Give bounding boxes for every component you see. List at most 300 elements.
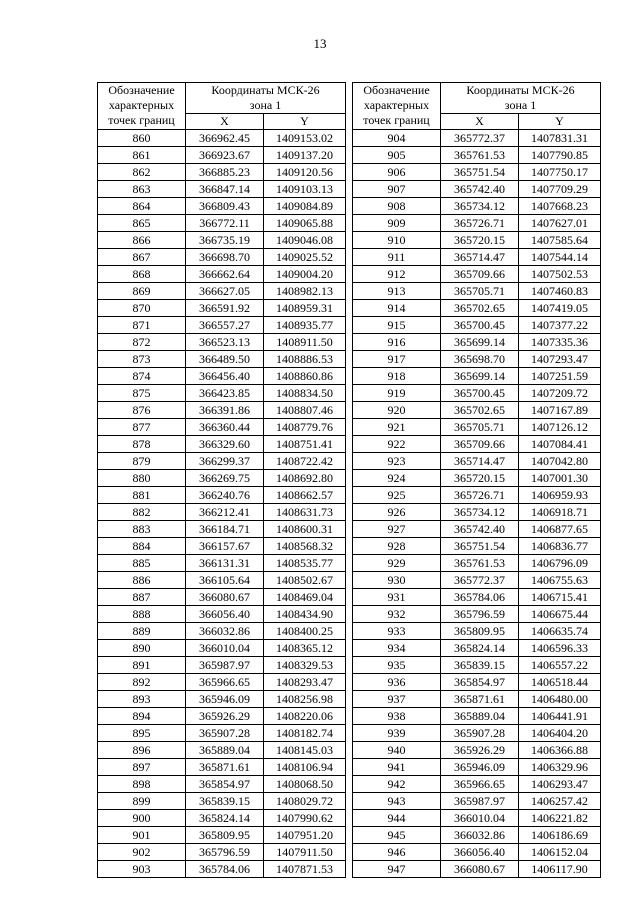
y-coordinate-cell: 1407831.31 [519,130,601,147]
point-number-cell: 867 [98,249,186,266]
point-label-header: Обозначение характерных точек границ [98,83,186,130]
y-coordinate-cell: 1408220.06 [264,708,346,725]
x-coordinate-cell: 365854.97 [441,674,519,691]
x-coordinate-cell: 366032.86 [186,623,264,640]
table-row [98,181,346,198]
y-coordinate-cell: 1408600.31 [264,521,346,538]
x-column-header: X [441,114,519,130]
x-coordinate-cell: 365907.28 [441,725,519,742]
y-coordinate-cell: 1408469.04 [264,589,346,606]
x-coordinate-cell: 366269.75 [186,470,264,487]
y-coordinate-cell: 1408502.67 [264,572,346,589]
point-number-cell: 945 [353,827,441,844]
table-row [98,385,346,402]
table-row [353,487,601,504]
y-coordinate-cell: 1408886.53 [264,351,346,368]
x-coordinate-cell: 366456.40 [186,368,264,385]
x-coordinate-cell: 365726.71 [441,487,519,504]
y-coordinate-cell: 1406959.93 [519,487,601,504]
point-number-cell: 938 [353,708,441,725]
x-coordinate-cell: 366010.04 [441,810,519,827]
point-number-cell: 884 [98,538,186,555]
x-coordinate-cell: 366591.92 [186,300,264,317]
y-coordinate-cell: 1407871.53 [264,861,346,878]
x-coordinate-cell: 365946.09 [186,691,264,708]
y-coordinate-cell: 1407750.17 [519,164,601,181]
x-coordinate-cell: 365809.95 [441,623,519,640]
table-row [98,283,346,300]
x-coordinate-cell: 365700.45 [441,385,519,402]
y-coordinate-cell: 1408751.41 [264,436,346,453]
x-coordinate-cell: 365734.12 [441,504,519,521]
point-number-cell: 885 [98,555,186,572]
y-coordinate-cell: 1406518.44 [519,674,601,691]
x-coordinate-cell: 365709.66 [441,266,519,283]
y-coordinate-cell: 1408256.98 [264,691,346,708]
y-coordinate-cell: 1408722.42 [264,453,346,470]
y-coordinate-cell: 1408779.76 [264,419,346,436]
y-coordinate-cell: 1408860.86 [264,368,346,385]
point-number-cell: 870 [98,300,186,317]
y-coordinate-cell: 1407251.59 [519,368,601,385]
y-coordinate-cell: 1407377.22 [519,317,601,334]
y-coordinate-cell: 1407167.89 [519,402,601,419]
x-coordinate-cell: 366056.40 [186,606,264,623]
table-row [98,708,346,725]
x-coordinate-cell: 366032.86 [441,827,519,844]
x-coordinate-cell: 366523.13 [186,334,264,351]
x-coordinate-cell: 365966.65 [186,674,264,691]
table-row [98,334,346,351]
point-number-cell: 942 [353,776,441,793]
y-coordinate-cell: 1406877.65 [519,521,601,538]
point-number-cell: 902 [98,844,186,861]
coord-system-header: Координаты МСК-26 зона 1 [186,83,346,114]
table-row [353,589,601,606]
y-coordinate-cell: 1406186.69 [519,827,601,844]
y-coordinate-cell: 1407001.30 [519,470,601,487]
table-row [98,368,346,385]
table-row [98,725,346,742]
point-number-cell: 860 [98,130,186,147]
table-row [353,419,601,436]
y-coordinate-cell: 1406257.42 [519,793,601,810]
point-number-cell: 920 [353,402,441,419]
y-coordinate-cell: 1408106.94 [264,759,346,776]
x-coordinate-cell: 365907.28 [186,725,264,742]
table-row [98,470,346,487]
y-coordinate-cell: 1406293.47 [519,776,601,793]
x-coordinate-cell: 365761.53 [441,147,519,164]
x-coordinate-cell: 365720.15 [441,232,519,249]
y-coordinate-cell: 1408982.13 [264,283,346,300]
table-body-right [353,130,601,878]
y-coordinate-cell: 1407668.23 [519,198,601,215]
point-number-cell: 924 [353,470,441,487]
point-number-cell: 913 [353,283,441,300]
y-coordinate-cell: 1406557.22 [519,657,601,674]
point-number-cell: 944 [353,810,441,827]
x-coordinate-cell: 365926.29 [186,708,264,725]
x-coordinate-cell: 366080.67 [186,589,264,606]
table-row [353,164,601,181]
x-coordinate-cell: 366962.45 [186,130,264,147]
table-row [353,861,601,878]
y-coordinate-cell: 1408535.77 [264,555,346,572]
table-row [98,402,346,419]
x-coordinate-cell: 365726.71 [441,215,519,232]
point-number-cell: 890 [98,640,186,657]
point-number-cell: 891 [98,657,186,674]
y-coordinate-cell: 1407502.53 [519,266,601,283]
y-coordinate-cell: 1406152.04 [519,844,601,861]
table-row [98,351,346,368]
point-number-cell: 872 [98,334,186,351]
coord-system-header: Координаты МСК-26 зона 1 [441,83,601,114]
y-coordinate-cell: 1408029.72 [264,793,346,810]
y-coordinate-cell: 1408182.74 [264,725,346,742]
point-number-cell: 883 [98,521,186,538]
point-number-cell: 901 [98,827,186,844]
x-coordinate-cell: 366772.11 [186,215,264,232]
point-number-cell: 931 [353,589,441,606]
y-coordinate-cell: 1407544.14 [519,249,601,266]
x-coordinate-cell: 365751.54 [441,538,519,555]
x-coordinate-cell: 365871.61 [441,691,519,708]
x-coordinate-cell: 365796.59 [441,606,519,623]
y-coordinate-cell: 1407126.12 [519,419,601,436]
point-number-cell: 861 [98,147,186,164]
x-coordinate-cell: 366299.37 [186,453,264,470]
y-coordinate-cell: 1407293.47 [519,351,601,368]
table-row [353,572,601,589]
point-number-cell: 900 [98,810,186,827]
y-coordinate-cell: 1407627.01 [519,215,601,232]
y-coordinate-cell: 1406480.00 [519,691,601,708]
x-coordinate-cell: 366489.50 [186,351,264,368]
x-coordinate-cell: 365784.06 [441,589,519,606]
table-row [98,861,346,878]
table-row [98,300,346,317]
x-coordinate-cell: 365699.14 [441,334,519,351]
table-row [353,674,601,691]
point-number-cell: 873 [98,351,186,368]
point-number-cell: 880 [98,470,186,487]
point-number-cell: 877 [98,419,186,436]
table-row [353,521,601,538]
y-coordinate-cell: 1407460.83 [519,283,601,300]
x-coordinate-cell: 365772.37 [441,572,519,589]
table-row [98,538,346,555]
point-number-cell: 919 [353,385,441,402]
y-coordinate-cell: 1406836.77 [519,538,601,555]
point-number-cell: 863 [98,181,186,198]
y-coordinate-cell: 1407790.85 [519,147,601,164]
page-number: 13 [313,36,327,51]
coordinates-table-right [352,82,601,878]
table-row [98,232,346,249]
x-coordinate-cell: 365742.40 [441,521,519,538]
point-number-cell: 894 [98,708,186,725]
point-number-cell: 874 [98,368,186,385]
x-coordinate-cell: 365889.04 [186,742,264,759]
table-row [353,555,601,572]
y-coordinate-cell: 1406918.71 [519,504,601,521]
table-row [353,232,601,249]
point-label-header: Обозначение характерных точек границ [353,83,441,130]
y-coordinate-cell: 1408631.73 [264,504,346,521]
y-coordinate-cell: 1406329.96 [519,759,601,776]
y-coordinate-cell: 1409084.89 [264,198,346,215]
table-row [98,793,346,810]
point-number-cell: 927 [353,521,441,538]
x-coordinate-cell: 365699.14 [441,368,519,385]
x-coordinate-cell: 365946.09 [441,759,519,776]
table-row [353,470,601,487]
table-body-left [98,130,346,878]
y-coordinate-cell: 1406675.44 [519,606,601,623]
y-coordinate-cell: 1409103.13 [264,181,346,198]
x-coordinate-cell: 365824.14 [441,640,519,657]
x-coordinate-cell: 365889.04 [441,708,519,725]
table-row [98,266,346,283]
table-row [353,793,601,810]
x-coordinate-cell: 365987.97 [186,657,264,674]
point-number-cell: 862 [98,164,186,181]
table-row [353,640,601,657]
point-number-cell: 940 [353,742,441,759]
x-coordinate-cell: 365698.70 [441,351,519,368]
point-number-cell: 932 [353,606,441,623]
y-coordinate-cell: 1408568.32 [264,538,346,555]
point-number-cell: 935 [353,657,441,674]
x-coordinate-cell: 366391.86 [186,402,264,419]
x-coordinate-cell: 365742.40 [441,181,519,198]
table-row [353,249,601,266]
table-row [353,606,601,623]
y-coordinate-cell: 1408400.25 [264,623,346,640]
table-row [98,844,346,861]
table-row [98,436,346,453]
table-row [353,759,601,776]
coordinates-table-left [97,82,346,878]
point-number-cell: 926 [353,504,441,521]
table-row [98,827,346,844]
y-coordinate-cell: 1407419.05 [519,300,601,317]
table-row [353,725,601,742]
x-coordinate-cell: 366157.67 [186,538,264,555]
x-coordinate-cell: 365734.12 [441,198,519,215]
point-number-cell: 868 [98,266,186,283]
y-coordinate-cell: 1406596.33 [519,640,601,657]
point-number-cell: 895 [98,725,186,742]
x-coordinate-cell: 365714.47 [441,249,519,266]
table-row [353,691,601,708]
x-coordinate-cell: 366423.85 [186,385,264,402]
x-coordinate-cell: 365714.47 [441,453,519,470]
x-coordinate-cell: 365705.71 [441,283,519,300]
table-row [353,436,601,453]
point-number-cell: 865 [98,215,186,232]
point-number-cell: 909 [353,215,441,232]
x-coordinate-cell: 365705.71 [441,419,519,436]
y-coordinate-cell: 1409065.88 [264,215,346,232]
point-number-cell: 898 [98,776,186,793]
point-number-cell: 864 [98,198,186,215]
point-number-cell: 905 [353,147,441,164]
point-number-cell: 916 [353,334,441,351]
x-coordinate-cell: 365702.65 [441,300,519,317]
x-coordinate-cell: 366735.19 [186,232,264,249]
y-coordinate-cell: 1409025.52 [264,249,346,266]
table-row [353,368,601,385]
point-number-cell: 923 [353,453,441,470]
y-coordinate-cell: 1408329.53 [264,657,346,674]
x-coordinate-cell: 365839.15 [186,793,264,810]
x-coordinate-cell: 365987.97 [441,793,519,810]
point-number-cell: 866 [98,232,186,249]
y-coordinate-cell: 1409046.08 [264,232,346,249]
point-number-cell: 903 [98,861,186,878]
point-number-cell: 889 [98,623,186,640]
table-row [353,300,601,317]
table-row [353,147,601,164]
point-number-cell: 946 [353,844,441,861]
x-coordinate-cell: 365751.54 [441,164,519,181]
y-coordinate-cell: 1408807.46 [264,402,346,419]
x-coordinate-cell: 366056.40 [441,844,519,861]
x-coordinate-cell: 366212.41 [186,504,264,521]
y-coordinate-cell: 1407335.36 [519,334,601,351]
table-row [353,504,601,521]
table-row [353,623,601,640]
x-coordinate-cell: 365966.65 [441,776,519,793]
table-row [98,589,346,606]
point-number-cell: 878 [98,436,186,453]
x-coordinate-cell: 365809.95 [186,827,264,844]
point-number-cell: 887 [98,589,186,606]
y-column-header: Y [264,114,346,130]
point-number-cell: 943 [353,793,441,810]
point-number-cell: 939 [353,725,441,742]
y-coordinate-cell: 1408834.50 [264,385,346,402]
point-number-cell: 869 [98,283,186,300]
y-coordinate-cell: 1408935.77 [264,317,346,334]
y-coordinate-cell: 1406221.82 [519,810,601,827]
point-number-cell: 936 [353,674,441,691]
table-row [353,334,601,351]
y-coordinate-cell: 1408911.50 [264,334,346,351]
point-number-cell: 915 [353,317,441,334]
point-number-cell: 899 [98,793,186,810]
table-row [98,776,346,793]
table-row [353,198,601,215]
y-coordinate-cell: 1407990.62 [264,810,346,827]
table-row [353,657,601,674]
y-coordinate-cell: 1407951.20 [264,827,346,844]
point-number-cell: 930 [353,572,441,589]
table-row [98,317,346,334]
table-row [98,606,346,623]
y-coordinate-cell: 1408068.50 [264,776,346,793]
y-coordinate-cell: 1406796.09 [519,555,601,572]
x-coordinate-cell: 366627.05 [186,283,264,300]
point-number-cell: 875 [98,385,186,402]
table-row [98,555,346,572]
point-number-cell: 893 [98,691,186,708]
table-row [98,249,346,266]
y-coordinate-cell: 1407911.50 [264,844,346,861]
point-number-cell: 933 [353,623,441,640]
table-row [98,198,346,215]
x-coordinate-cell: 366809.43 [186,198,264,215]
x-coordinate-cell: 366080.67 [441,861,519,878]
x-coordinate-cell: 366847.14 [186,181,264,198]
x-coordinate-cell: 366184.71 [186,521,264,538]
point-number-cell: 918 [353,368,441,385]
table-row [353,385,601,402]
x-coordinate-cell: 365926.29 [441,742,519,759]
point-number-cell: 937 [353,691,441,708]
point-number-cell: 906 [353,164,441,181]
table-row [98,487,346,504]
table-row [353,453,601,470]
y-coordinate-cell: 1406715.41 [519,589,601,606]
point-number-cell: 904 [353,130,441,147]
x-coordinate-cell: 365854.97 [186,776,264,793]
table-row [353,402,601,419]
x-coordinate-cell: 365702.65 [441,402,519,419]
table-row [98,453,346,470]
point-number-cell: 934 [353,640,441,657]
point-number-cell: 886 [98,572,186,589]
point-number-cell: 929 [353,555,441,572]
table-row [98,691,346,708]
point-number-cell: 941 [353,759,441,776]
point-number-cell: 928 [353,538,441,555]
table-row [98,215,346,232]
table-row [98,810,346,827]
table-row [98,572,346,589]
point-number-cell: 917 [353,351,441,368]
point-number-cell: 914 [353,300,441,317]
y-coordinate-cell: 1408365.12 [264,640,346,657]
x-coordinate-cell: 366885.23 [186,164,264,181]
table-row [98,147,346,164]
table-row [98,521,346,538]
table-row [353,538,601,555]
table-row [98,164,346,181]
table-row [98,640,346,657]
y-column-header: Y [519,114,601,130]
y-coordinate-cell: 1406404.20 [519,725,601,742]
point-number-cell: 879 [98,453,186,470]
y-coordinate-cell: 1408662.57 [264,487,346,504]
table-row [353,827,601,844]
x-coordinate-cell: 365784.06 [186,861,264,878]
y-coordinate-cell: 1407209.72 [519,385,601,402]
y-coordinate-cell: 1406635.74 [519,623,601,640]
point-number-cell: 871 [98,317,186,334]
table-row [353,708,601,725]
point-number-cell: 947 [353,861,441,878]
x-coordinate-cell: 365709.66 [441,436,519,453]
point-number-cell: 882 [98,504,186,521]
table-row [353,130,601,147]
y-coordinate-cell: 1409120.56 [264,164,346,181]
table-row [353,317,601,334]
point-number-cell: 888 [98,606,186,623]
